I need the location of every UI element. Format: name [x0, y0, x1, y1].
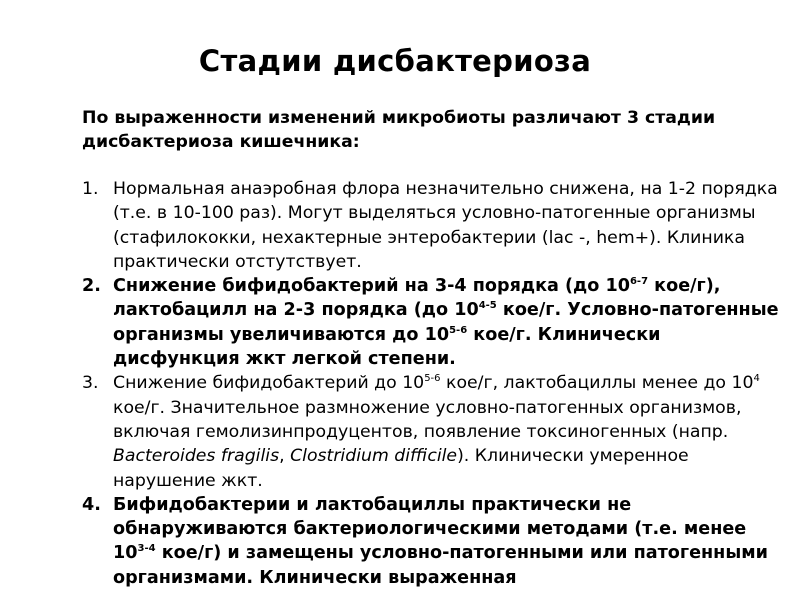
stage-4-text-part: кое/г) и замещены условно-патогенными или патогенными организмами. Клинически выраженная: [113, 543, 768, 588]
stage-2-number: 2.: [82, 276, 101, 297]
intro-paragraph: По выраженности изменений микробиоты различают 3 стадии дисбактериоза кишечника:: [82, 108, 716, 152]
stage-3-text-part: кое/г. Значительное размножение условно-патогенных организмов, включая гемолизинпродуцентов, появление токсиногенных (напр.: [113, 397, 742, 442]
stage-4-text-part: Бифидобактерии и лактобациллы практически не обнаруживаются бактериологическими методами (т.е. менее 10: [113, 494, 747, 564]
slide-title: Стадии дисбактериоза: [198, 44, 592, 78]
stage-3-exponent: 4: [753, 373, 760, 385]
stage-4-number: 4.: [82, 494, 101, 515]
stage-2-text-part: кое/г. Клинически дисфункция жкт легкой степени.: [113, 324, 661, 370]
stage-4: [82, 493, 787, 590]
stage-4-exponent: 3-4: [137, 543, 156, 555]
stage-3-species-name: Clostridium difficile: [290, 446, 458, 467]
stage-3-species-name: Bacteroides fragilis: [113, 446, 280, 467]
stage-3: [82, 371, 787, 492]
stage-2-exponent: 5-6: [449, 324, 468, 336]
stage-3-text-part: ,: [279, 446, 291, 467]
stage-2-text-part: кое/г. Условно-патогенные организмы увеличиваются до 10: [113, 300, 779, 345]
stage-2-exponent: 4-5: [478, 300, 497, 312]
stage-3-text-part: ). Клинически умеренное нарушение жкт.: [113, 446, 689, 491]
stage-2-text-part: кое/г), лактобацилл на 2-3 порядка (до 10: [113, 276, 721, 321]
stage-3-number: 3.: [82, 373, 99, 394]
stages-list: [82, 177, 787, 590]
stage-3-text-part: кое/г, лактобациллы менее до 10: [440, 373, 754, 394]
stage-1: [82, 177, 787, 274]
stage-3-text-part: Снижение бифидобактерий до 10: [113, 373, 425, 394]
stage-2-text-part: Снижение бифидобактерий на 3-4 порядка (до 10: [113, 276, 630, 297]
stage-3-exponent: 5-6: [424, 373, 441, 385]
stage-1-number: 1.: [82, 179, 99, 199]
stage-1-text: Нормальная анаэробная флора незначительно снижена, на 1-2 порядка (т.е. в 10-100 раз). Могут выделяться условно-патогенные организмы (стафилококки, нехактерные энтеробактерии (lac -, hem+). Клиника практически отстутствует.: [113, 179, 778, 272]
stage-2-exponent: 6-7: [629, 276, 649, 288]
stage-2: [82, 274, 787, 371]
